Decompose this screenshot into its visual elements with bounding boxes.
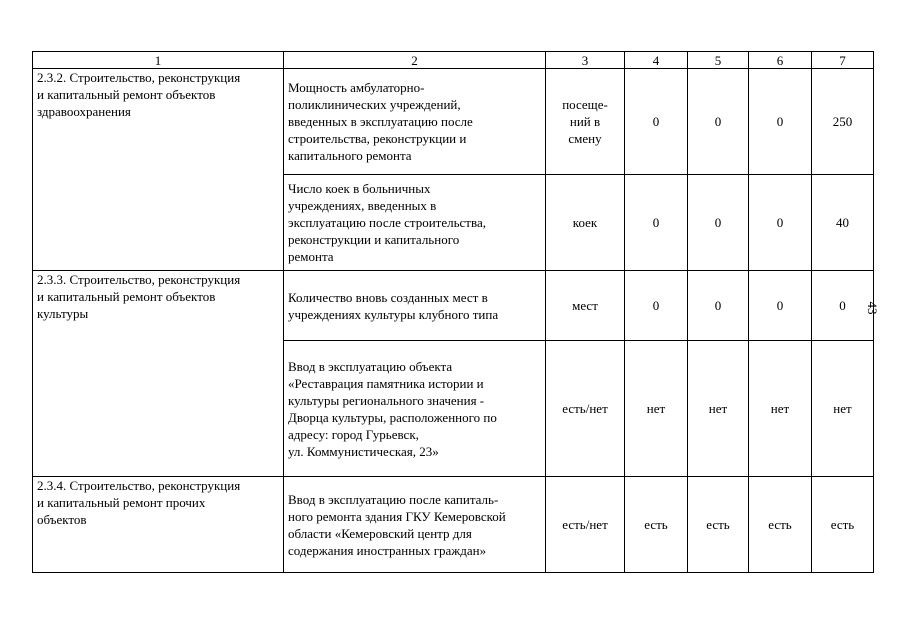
unit-cell: коек [546, 175, 625, 271]
value-cell: 0 [625, 271, 688, 341]
value-cell: нет [625, 341, 688, 477]
value-cell: 0 [749, 69, 812, 175]
value-cell: 0 [625, 69, 688, 175]
column-number-1: 1 [33, 52, 284, 69]
section-label-healthcare: 2.3.2. Строительство, реконструкция и капитальный ремонт объектов здравоохранения [33, 69, 284, 271]
value-cell: есть [749, 477, 812, 573]
column-number-4: 4 [625, 52, 688, 69]
unit-cell: есть/нет [546, 477, 625, 573]
value-cell: 250 [812, 69, 874, 175]
header-row [33, 52, 874, 69]
value-cell: нет [688, 341, 749, 477]
table-row [33, 477, 874, 573]
indicator-cell: Количество вновь созданных мест в учреждениях культуры клубного типа [284, 271, 546, 341]
indicator-cell: Ввод в эксплуатацию объекта «Реставрация памятника истории и культуры регионального значения - Дворца культуры, расположенного по адресу: город Гурьевск, ул. Коммунистическая, 23» [284, 341, 546, 477]
value-cell: 40 [812, 175, 874, 271]
value-cell: 0 [688, 271, 749, 341]
section-label-culture: 2.3.3. Строительство, реконструкция и капитальный ремонт объектов культуры [33, 271, 284, 477]
unit-cell: есть/нет [546, 341, 625, 477]
indicator-cell: Число коек в больничных учреждениях, введенных в эксплуатацию после строительства, реконструкции и капитального ремонта [284, 175, 546, 271]
value-cell: 0 [749, 175, 812, 271]
value-cell: 0 [688, 175, 749, 271]
indicator-cell: Мощность амбулаторно- поликлинических учреждений, введенных в эксплуатацию после строительства, реконструкции и капитального ремонта [284, 69, 546, 175]
value-cell: 0 [812, 271, 874, 341]
table-row [33, 69, 874, 175]
section-label-other-objects: 2.3.4. Строительство, реконструкция и капитальный ремонт прочих объектов [33, 477, 284, 573]
column-number-6: 6 [749, 52, 812, 69]
value-cell: есть [688, 477, 749, 573]
value-cell: есть [812, 477, 874, 573]
column-number-2: 2 [284, 52, 546, 69]
unit-cell: посеще- ний в смену [546, 69, 625, 175]
indicator-cell: Ввод в эксплуатацию после капиталь- ного ремонта здания ГКУ Кемеровской области «Кемеровский центр для содержания иностранных граждан» [284, 477, 546, 573]
value-cell: есть [625, 477, 688, 573]
value-cell: нет [812, 341, 874, 477]
unit-cell: мест [546, 271, 625, 341]
column-number-5: 5 [688, 52, 749, 69]
value-cell: 0 [749, 271, 812, 341]
value-cell: нет [749, 341, 812, 477]
table-row [33, 271, 874, 341]
value-cell: 0 [625, 175, 688, 271]
page-number: 43 [865, 301, 880, 315]
column-number-3: 3 [546, 52, 625, 69]
indicators-table [32, 51, 874, 573]
value-cell: 0 [688, 69, 749, 175]
column-number-7: 7 [812, 52, 874, 69]
